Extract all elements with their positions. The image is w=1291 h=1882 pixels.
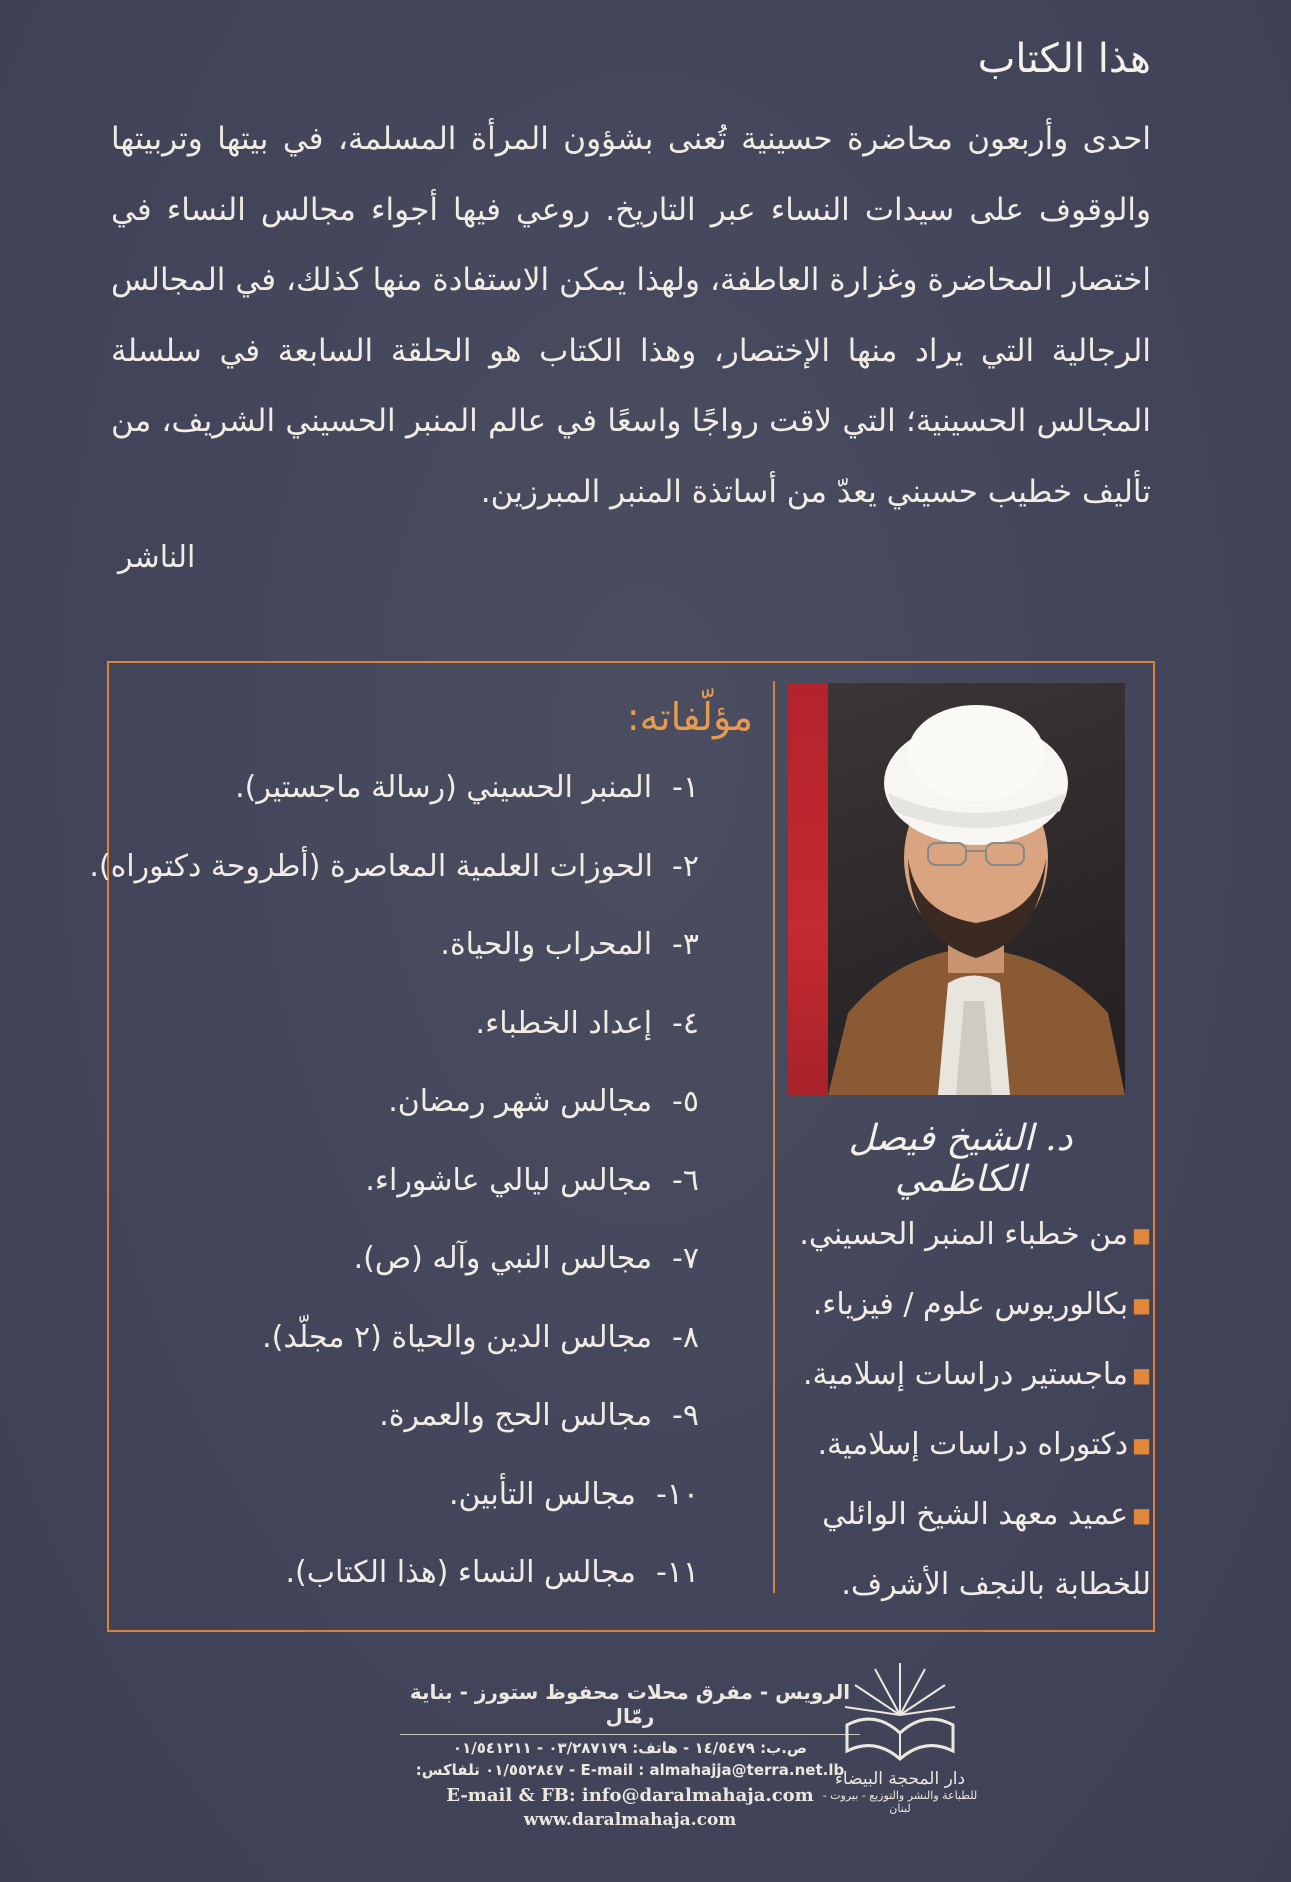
bio-text: عميد معهد الشيخ الوائلي <box>822 1497 1129 1532</box>
list-item <box>119 1398 699 1477</box>
bio-text: دكتوراه دراسات إسلامية. <box>817 1427 1129 1462</box>
bio-item <box>791 1340 1151 1410</box>
publisher-signature: الناشر <box>118 540 196 575</box>
works-title: مؤلّفاته: <box>626 695 753 739</box>
square-bullet-icon: ■ <box>1132 1503 1151 1527</box>
item-title: مجالس التأبين. <box>448 1476 636 1512</box>
square-bullet-icon: ■ <box>1132 1363 1151 1387</box>
square-bullet-icon: ■ <box>1132 1223 1151 1247</box>
list-item <box>119 1477 699 1556</box>
item-title: إعداد الخطباء. <box>475 1005 653 1041</box>
list-item <box>119 1084 699 1163</box>
open-book-sunburst-icon <box>835 1655 965 1775</box>
author-bio-list <box>791 1200 1151 1619</box>
bio-item <box>791 1410 1151 1480</box>
list-item <box>89 848 699 928</box>
bio-item <box>791 1480 1151 1550</box>
fax-email: E-mail : almahajja@terra.net.lb - ٠١/٥٥٢٨٤٧ تلفاكس: <box>415 1761 845 1779</box>
item-title: مجالس شهر رمضان. <box>388 1084 653 1119</box>
item-number: ٢- <box>672 848 699 884</box>
item-number: ٤- <box>672 1005 699 1041</box>
bio-text: للخطابة بالنجف الأشرف. <box>841 1567 1151 1602</box>
author-name: د. الشيخ فيصل الكاظمي <box>848 1118 1073 1200</box>
item-number: ٣- <box>672 927 699 962</box>
item-number: ١٠- <box>655 1476 699 1512</box>
bio-item <box>791 1200 1151 1270</box>
list-item <box>119 1163 699 1242</box>
publisher-tagline: للطباعة والنشر والتوزيع - بيروت - لبنان <box>822 1789 978 1815</box>
bio-text: ماجستير دراسات إسلامية. <box>803 1357 1129 1392</box>
bio-text: بكالوريوس علوم / فيزياء. <box>812 1287 1129 1322</box>
item-title: مجالس الدين والحياة (٢ مجلّد). <box>262 1319 653 1355</box>
section-heading: هذا الكتاب <box>977 36 1151 82</box>
item-number: ٨- <box>672 1319 699 1355</box>
bio-item <box>791 1270 1151 1340</box>
item-title: مجالس ليالي عاشوراء. <box>365 1162 653 1198</box>
square-bullet-icon: ■ <box>1132 1293 1151 1317</box>
item-title: المحراب والحياة. <box>440 927 653 962</box>
book-description <box>111 104 1151 527</box>
publisher-address: الرويس - مفرق محلات محفوظ ستورز - بناية رمّال <box>400 1680 860 1735</box>
list-item <box>119 1320 699 1399</box>
item-number: ١- <box>672 770 699 805</box>
website-link: www.daralmahaja.com <box>523 1810 737 1830</box>
works-list <box>89 770 699 1634</box>
description-text: احدى وأربعون محاضرة حسينية تُعنى بشؤون المرأة المسلمة، في بيتها وتربيتها والوقوف على سيدات النساء عبر التاريخ. روعي فيها أجواء مجالس النساء في اختصار المحاضرة وغزارة العاطفة، ولهذا يمكن الاستفادة منها كذلك، في المجالس الرجالية التي يراد منها الإختصار، وهذا الكتاب هو الحلقة السابعة في سلسلة المجالس الحسينية؛ التي لاقت رواجًا واسعًا في عالم المنبر الحسيني الشريف، من تأليف خطيب حسيني يعدّ من أساتذة المنبر المبرزين. <box>111 121 1151 510</box>
item-title: مجالس الحج والعمرة. <box>379 1398 653 1433</box>
square-bullet-icon: ■ <box>1132 1433 1151 1457</box>
portrait-illustration <box>788 683 1125 1095</box>
item-title: المنبر الحسيني (رسالة ماجستير). <box>235 770 653 805</box>
list-item <box>119 927 699 1006</box>
item-title: مجالس النبي وآله (ص). <box>353 1241 653 1276</box>
bio-text: من خطباء المنبر الحسيني. <box>799 1217 1129 1252</box>
list-item <box>119 770 699 849</box>
item-number: ٩- <box>672 1398 699 1433</box>
panel-divider <box>773 681 775 1593</box>
item-number: ٧- <box>672 1241 699 1276</box>
bio-item <box>791 1550 1151 1619</box>
email-facebook: E-mail & FB: info@daralmahaja.com <box>446 1785 814 1806</box>
publisher-name: دار المحجة البيضاء <box>834 1769 966 1789</box>
list-item <box>119 1006 699 1085</box>
item-number: ٥- <box>672 1084 699 1119</box>
publisher-logo <box>820 1655 980 1835</box>
list-item <box>119 1555 699 1634</box>
item-title: الحوزات العلمية المعاصرة (أطروحة دكتوراه). <box>89 848 653 884</box>
phone-numbers: ص.ب: ١٤/٥٤٧٩ - هاتف: ٠٣/٢٨٧١٧٩ - ٠١/٥٤١٢١١ <box>452 1739 808 1757</box>
item-number: ٦- <box>672 1162 699 1198</box>
list-item <box>119 1241 699 1320</box>
item-title: مجالس النساء (هذا الكتاب). <box>285 1555 636 1590</box>
item-number: ١١- <box>655 1555 699 1590</box>
author-photo <box>788 683 1125 1095</box>
